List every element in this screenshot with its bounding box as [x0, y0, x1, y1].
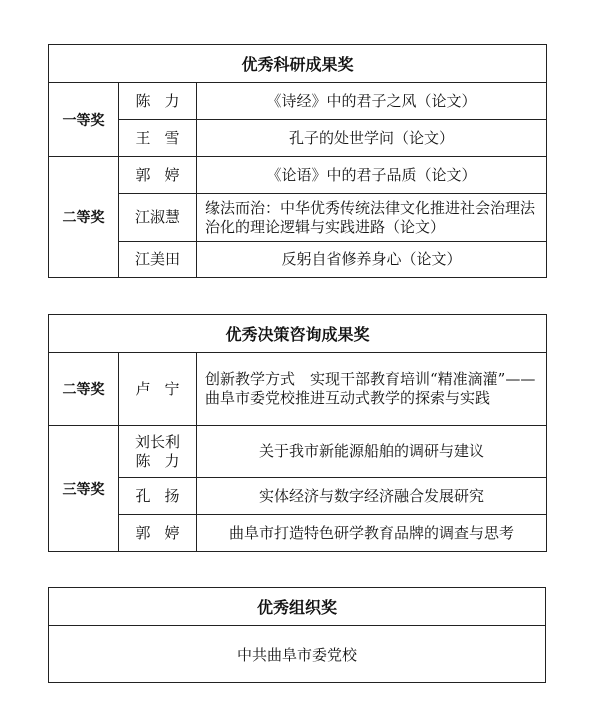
winner-name: 江淑慧 — [119, 194, 197, 242]
winner-name: 陈力 — [119, 83, 197, 120]
organization-award-table — [48, 587, 546, 683]
winner-name: 陈力 — [135, 451, 194, 470]
work-title: 《诗经》中的君子之风（论文） — [197, 83, 547, 120]
winner-name: 江美田 — [119, 242, 197, 278]
award-level: 三等奖 — [49, 426, 119, 552]
work-title: 《论语》中的君子品质（论文） — [197, 157, 547, 194]
work-title: 缘法而治：中华优秀传统法律文化推进社会治理法治化的理论逻辑与实践进路（论文） — [197, 194, 547, 242]
consulting-award-title: 优秀决策咨询成果奖 — [49, 315, 547, 353]
work-title: 曲阜市打造特色研学教育品牌的调查与思考 — [197, 515, 547, 552]
work-title: 创新教学方式 实现干部教育培训“精准滴灌”——曲阜市委党校推进互动式教学的探索与实践 — [197, 353, 547, 426]
award-level: 二等奖 — [49, 353, 119, 426]
winner-name: 卢宁 — [119, 353, 197, 426]
winner-name: 孔扬 — [119, 478, 197, 515]
work-title: 实体经济与数字经济融合发展研究 — [197, 478, 547, 515]
research-award-title: 优秀科研成果奖 — [49, 45, 547, 83]
winner-name: 郭婷 — [119, 515, 197, 552]
award-level: 一等奖 — [49, 83, 119, 157]
winner-name: 郭婷 — [119, 157, 197, 194]
consulting-award-table — [48, 314, 547, 552]
work-title: 反躬自省修养身心（论文） — [197, 242, 547, 278]
winner-names — [119, 426, 197, 478]
organization-winner: 中共曲阜市委党校 — [49, 626, 546, 683]
winner-name: 王雪 — [119, 120, 197, 157]
work-title: 关于我市新能源船舶的调研与建议 — [197, 426, 547, 478]
work-title: 孔子的处世学问（论文） — [197, 120, 547, 157]
research-award-table — [48, 44, 547, 278]
winner-name: 刘长利 — [134, 432, 180, 451]
award-level: 二等奖 — [49, 157, 119, 278]
organization-award-title: 优秀组织奖 — [49, 588, 546, 626]
